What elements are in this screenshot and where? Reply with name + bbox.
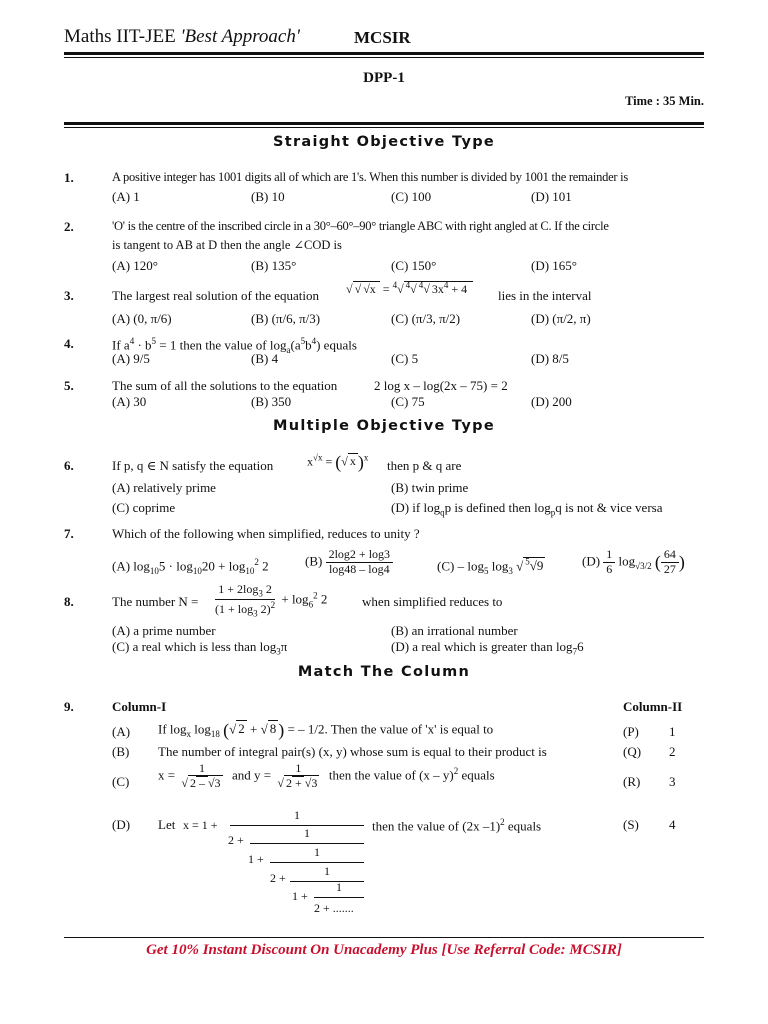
q9-row-d-text: then the value of (2x –1)$^2$ equals <box>372 817 542 834</box>
q1-text: A positive integer has 1001 digits all of which are 1's. When this number is divided by 1001 the remainder is <box>112 170 628 184</box>
q9-row-c-label: (C) <box>112 774 130 789</box>
q2-number: 2. <box>64 219 74 234</box>
q2-option-d: (D) 165° <box>531 258 577 273</box>
q6-number: 6. <box>64 458 74 473</box>
q7-option-d: (D) $\frac{1}{6}$ $\log_{√3/2}$ ( $\frac{64}{27}$ ) <box>582 547 685 576</box>
q9-number: 9. <box>64 699 74 714</box>
q9-row-c-match: (R) <box>623 774 641 789</box>
q7-number: 7. <box>64 526 74 541</box>
q8-option-c: (C) a real which is less than $\log_3\pi$ <box>112 639 288 657</box>
q2-line2: is tangent to AB at D then the angle ∠COD is <box>112 238 342 252</box>
q5-option-b: (B) 350 <box>251 394 292 409</box>
q4-option-b: (B) 4 <box>251 351 279 366</box>
q7-option-c: $(C) - \log_5 \log_3$ √ $^5$√9 <box>437 557 544 576</box>
q8-tail: when simplified reduces to <box>362 594 503 609</box>
q9-column-1-header: Column-I <box>112 699 167 714</box>
footer-divider <box>64 937 704 938</box>
q6-option-d: (D) if $\log_qp$ is defined then $\log_pq$ is not & vice versa <box>391 500 663 518</box>
section-match-column: Match The Column <box>297 664 471 680</box>
q9-row-b-label: (B) <box>112 744 130 759</box>
q7-option-b: (B) $\frac{2\log 2 + \log 3}{\log 48 - \log 4}$ <box>305 548 393 577</box>
q9-column-2-header: Column-II <box>623 699 683 714</box>
q4-text: If $a^4 \cdot b^5 = 1$ then the value of $\log_a(a^5b^4)$ equals <box>112 336 357 355</box>
header-divider <box>64 52 704 55</box>
header-subject: Maths IIT-JEE 'Best Approach' <box>64 26 300 47</box>
q9-row-d-match: (S) <box>623 817 639 832</box>
q9-row-a-text: If $\log_x \log_{18}$ (√ 2 + √ 8 ) = – 1/2. Then the value of 'x' is equal to <box>158 720 494 740</box>
q5-option-a: (A) 30 <box>112 394 147 409</box>
q6-equation: $x^{√x}$ = (√ x )$^x$ <box>307 452 369 472</box>
q9-row-b-match: (Q) <box>623 744 642 759</box>
q9-row-a-label: (A) <box>112 724 131 739</box>
q9-row-d-let: Let <box>158 817 176 832</box>
q3-number: 3. <box>64 288 74 303</box>
q4-number: 4. <box>64 336 74 351</box>
q4-option-d: (D) 8/5 <box>531 351 569 366</box>
q9-row-d-label: (D) <box>112 817 131 832</box>
q5-option-c: (C) 75 <box>391 394 425 409</box>
q9-row-c-text: x = $\frac{1}{√ 2 - √3}$ and y = $\frac{1}{√ 2 + √3}$ then the value of (x – y)$^2$ equals <box>158 761 495 790</box>
q6-text: If p, q ∈ N satisfy the equation <box>112 458 274 473</box>
q3-option-a: (A) (0, π/6) <box>112 311 172 326</box>
page-title: DPP-1 <box>363 70 405 86</box>
footer-promo: Get 10% Instant Discount On Unacademy Plus [Use Referral Code: MCSIR] <box>146 942 622 958</box>
q8-option-a: (A) a prime number <box>112 623 216 638</box>
q8-text: The number N = <box>112 594 199 609</box>
time-limit: Time : 35 Min. <box>625 94 704 108</box>
q1-option-b: (B) 10 <box>251 189 285 204</box>
q1-number: 1. <box>64 170 74 185</box>
q6-option-b: (B) twin prime <box>391 480 469 495</box>
q9-row-b-value: 2 <box>669 744 676 759</box>
q5-equation: 2 log x – log(2x – 75) = 2 <box>374 378 508 393</box>
q8-option-b: (B) an irrational number <box>391 623 518 638</box>
q9-row-b-text: The number of integral pair(s) (x, y) whose sum is equal to their product is <box>158 744 547 759</box>
q7-option-a: (A) $\log_{10}5 \cdot \log_{10}20 + \log_{10}^2 2$ <box>112 557 269 576</box>
header-divider-thin <box>64 57 704 58</box>
q3-tail: lies in the interval <box>498 288 592 303</box>
q9-row-c-value: 3 <box>669 774 676 789</box>
q6-option-a: (A) relatively prime <box>112 480 216 495</box>
q7-text: Which of the following when simplified, reduces to unity ? <box>112 526 420 541</box>
q2-option-a: (A) 120° <box>112 258 158 273</box>
q1-option-d: (D) 101 <box>531 189 572 204</box>
q9-row-d-value: 4 <box>669 817 676 832</box>
q9-row-a-value: 1 <box>669 724 676 739</box>
q6-option-c: (C) coprime <box>112 500 176 515</box>
q2-option-b: (B) 135° <box>251 258 297 273</box>
q9-row-a-match: (P) <box>623 724 639 739</box>
section-multiple-objective: Multiple Objective Type <box>273 418 495 434</box>
q5-text: The sum of all the solutions to the equation <box>112 378 338 393</box>
q5-number: 5. <box>64 378 74 393</box>
section-straight-objective: Straight Objective Type <box>272 134 496 150</box>
q8-option-d: (D) a real which is greater than $\log_76$ <box>391 639 584 657</box>
q4-option-a: (A) 9/5 <box>112 351 150 366</box>
q1-option-c: (C) 100 <box>391 189 432 204</box>
q2-line1: 'O' is the centre of the inscribed circle in a 30°–60°–90° triangle ABC with right angled at C. If the circle <box>112 219 609 233</box>
q8-equation: $\frac{1 + 2\log_3 2}{(1 + \log_3 2)^2}$ + $\log_6^2 2$ <box>215 582 328 619</box>
q3-option-c: (C) (π/3, π/2) <box>391 311 461 326</box>
q3-option-b: (B) (π/6, π/3) <box>251 311 321 326</box>
q3-text: The largest real solution of the equation <box>112 288 319 303</box>
q5-option-d: (D) 200 <box>531 394 572 409</box>
header-brand: MCSIR <box>354 28 411 47</box>
q3-option-d: (D) (π/2, π) <box>531 311 591 326</box>
q3-equation: √ √ √x = $^4$√ $^4$√ $^4$√ $3x^4 + 4$ <box>346 280 473 297</box>
q2-option-c: (C) 150° <box>391 258 437 273</box>
q1-option-a: (A) 1 <box>112 189 140 204</box>
title-divider <box>64 122 704 125</box>
q4-option-c: (C) 5 <box>391 351 419 366</box>
q8-number: 8. <box>64 594 74 609</box>
q6-tail: then p & q are <box>387 458 462 473</box>
title-divider-thin <box>64 127 704 128</box>
